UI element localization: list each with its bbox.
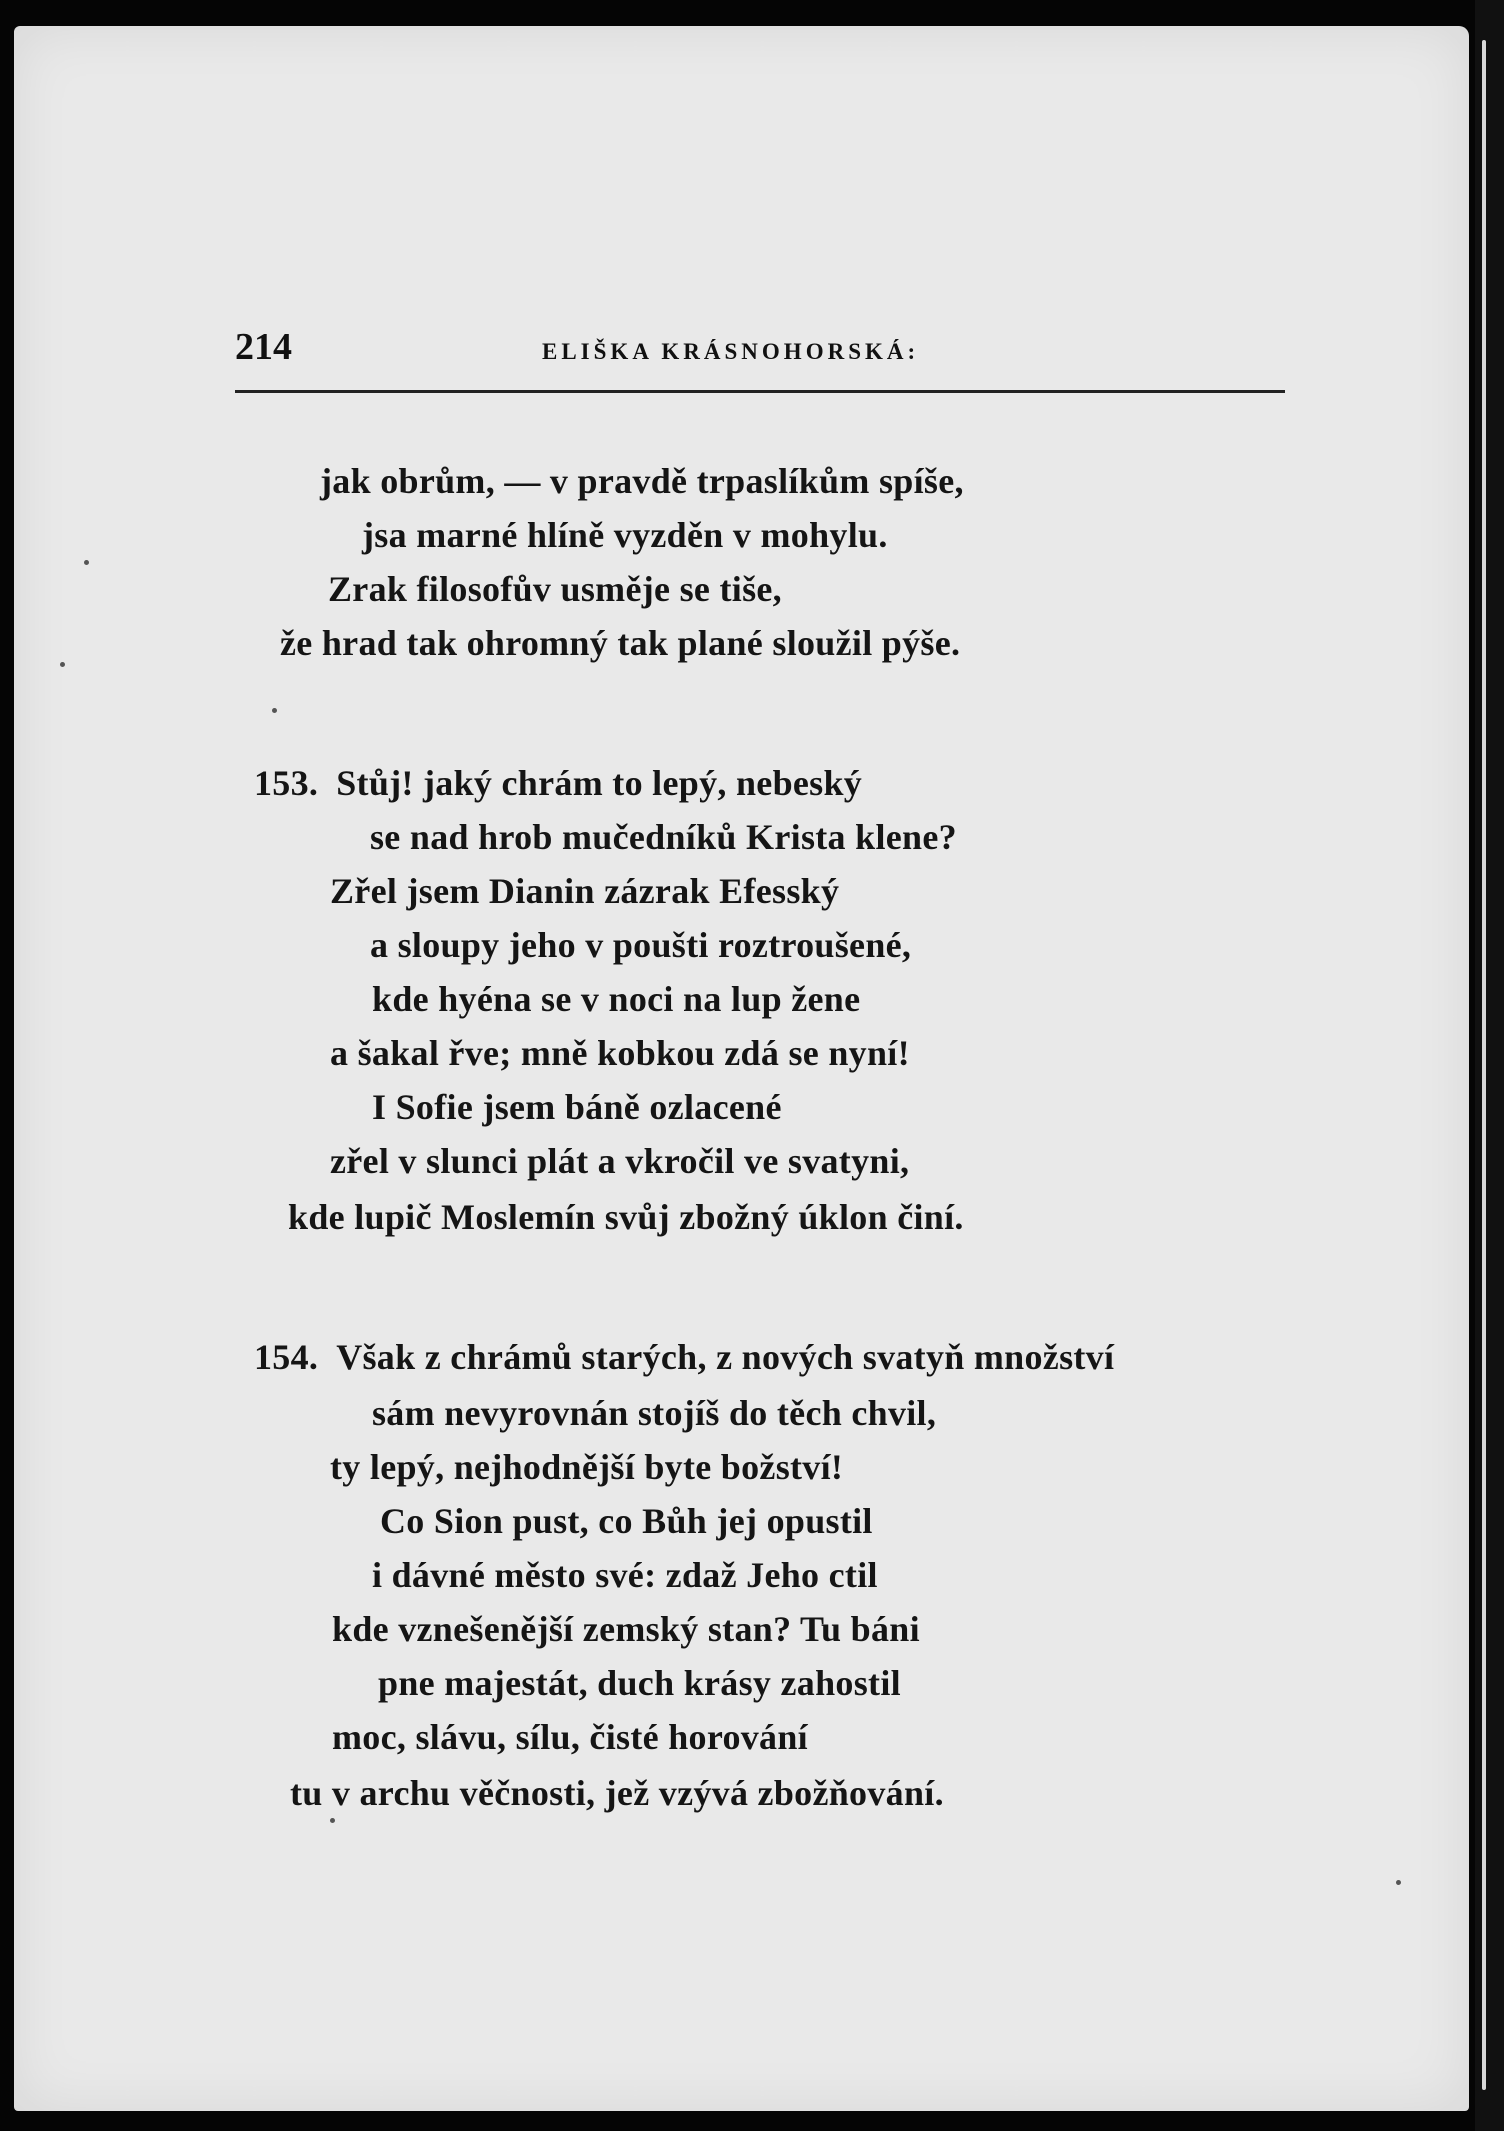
stanza-number: 154. xyxy=(254,1337,319,1377)
verse-line: I Sofie jsem báně ozlacené xyxy=(372,1087,782,1127)
verse-line: Zřel jsem Dianin zázrak Efesský xyxy=(330,871,840,911)
page-header xyxy=(235,325,1285,375)
verse-line: zřel v slunci plát a vkročil ve svatyni, xyxy=(330,1141,910,1181)
verse-text: Stůj! jaký chrám to lepý, nebeský xyxy=(336,763,863,803)
header-rule xyxy=(235,390,1285,393)
scan-border xyxy=(1475,0,1504,2131)
verse-line: kde lupič Moslemín svůj zbožný úklon činí. xyxy=(288,1197,964,1237)
verse-line: kde hyéna se v noci na lup žene xyxy=(372,979,861,1019)
verse-text: Však z chrámů starých, z nových svatyň množství xyxy=(336,1337,1115,1377)
stanza-first-line xyxy=(254,1336,1114,1378)
page-number: 214 xyxy=(235,326,292,368)
verse-line: sám nevyrovnán stojíš do těch chvil, xyxy=(372,1393,937,1433)
verse-line: Zrak filosofův usměje se tiše, xyxy=(328,569,782,609)
verse-line: Co Sion pust, co Bůh jej opustil xyxy=(380,1501,873,1541)
verse-line: jak obrům, — v pravdě trpaslíkům spíše, xyxy=(320,461,964,501)
running-head: ELIŠKA KRÁSNOHORSKÁ: xyxy=(542,339,920,364)
verse-line: tu v archu věčnosti, jež vzývá zbožňování. xyxy=(290,1773,944,1813)
verse-line: že hrad tak ohromný tak plané sloužil pýše. xyxy=(280,623,961,663)
stanza-number: 153. xyxy=(254,763,319,803)
stanza-first-line xyxy=(254,762,862,804)
verse-line: pne majestát, duch krásy zahostil xyxy=(378,1663,901,1703)
verse-line: kde vznešenější zemský stan? Tu báni xyxy=(332,1609,920,1649)
verse-line: i dávné město své: zdaž Jeho ctil xyxy=(372,1555,878,1595)
scan-speck xyxy=(330,1818,335,1823)
scan-speck xyxy=(84,560,89,565)
scan-speck xyxy=(60,662,65,667)
scan-speck xyxy=(272,708,277,713)
verse-line: moc, slávu, sílu, čisté horování xyxy=(332,1717,808,1757)
verse-line: a sloupy jeho v poušti roztroušené, xyxy=(370,925,912,965)
verse-line: ty lepý, nejhodnější byte božství! xyxy=(330,1447,844,1487)
verse-line: se nad hrob mučedníků Krista klene? xyxy=(370,817,957,857)
verse-line: a šakal řve; mně kobkou zdá se nyní! xyxy=(330,1033,910,1073)
scan-speck xyxy=(1396,1880,1401,1885)
next-page-edge xyxy=(1482,40,1486,2090)
verse-line: jsa marné hlíně vyzděn v mohylu. xyxy=(362,515,888,555)
